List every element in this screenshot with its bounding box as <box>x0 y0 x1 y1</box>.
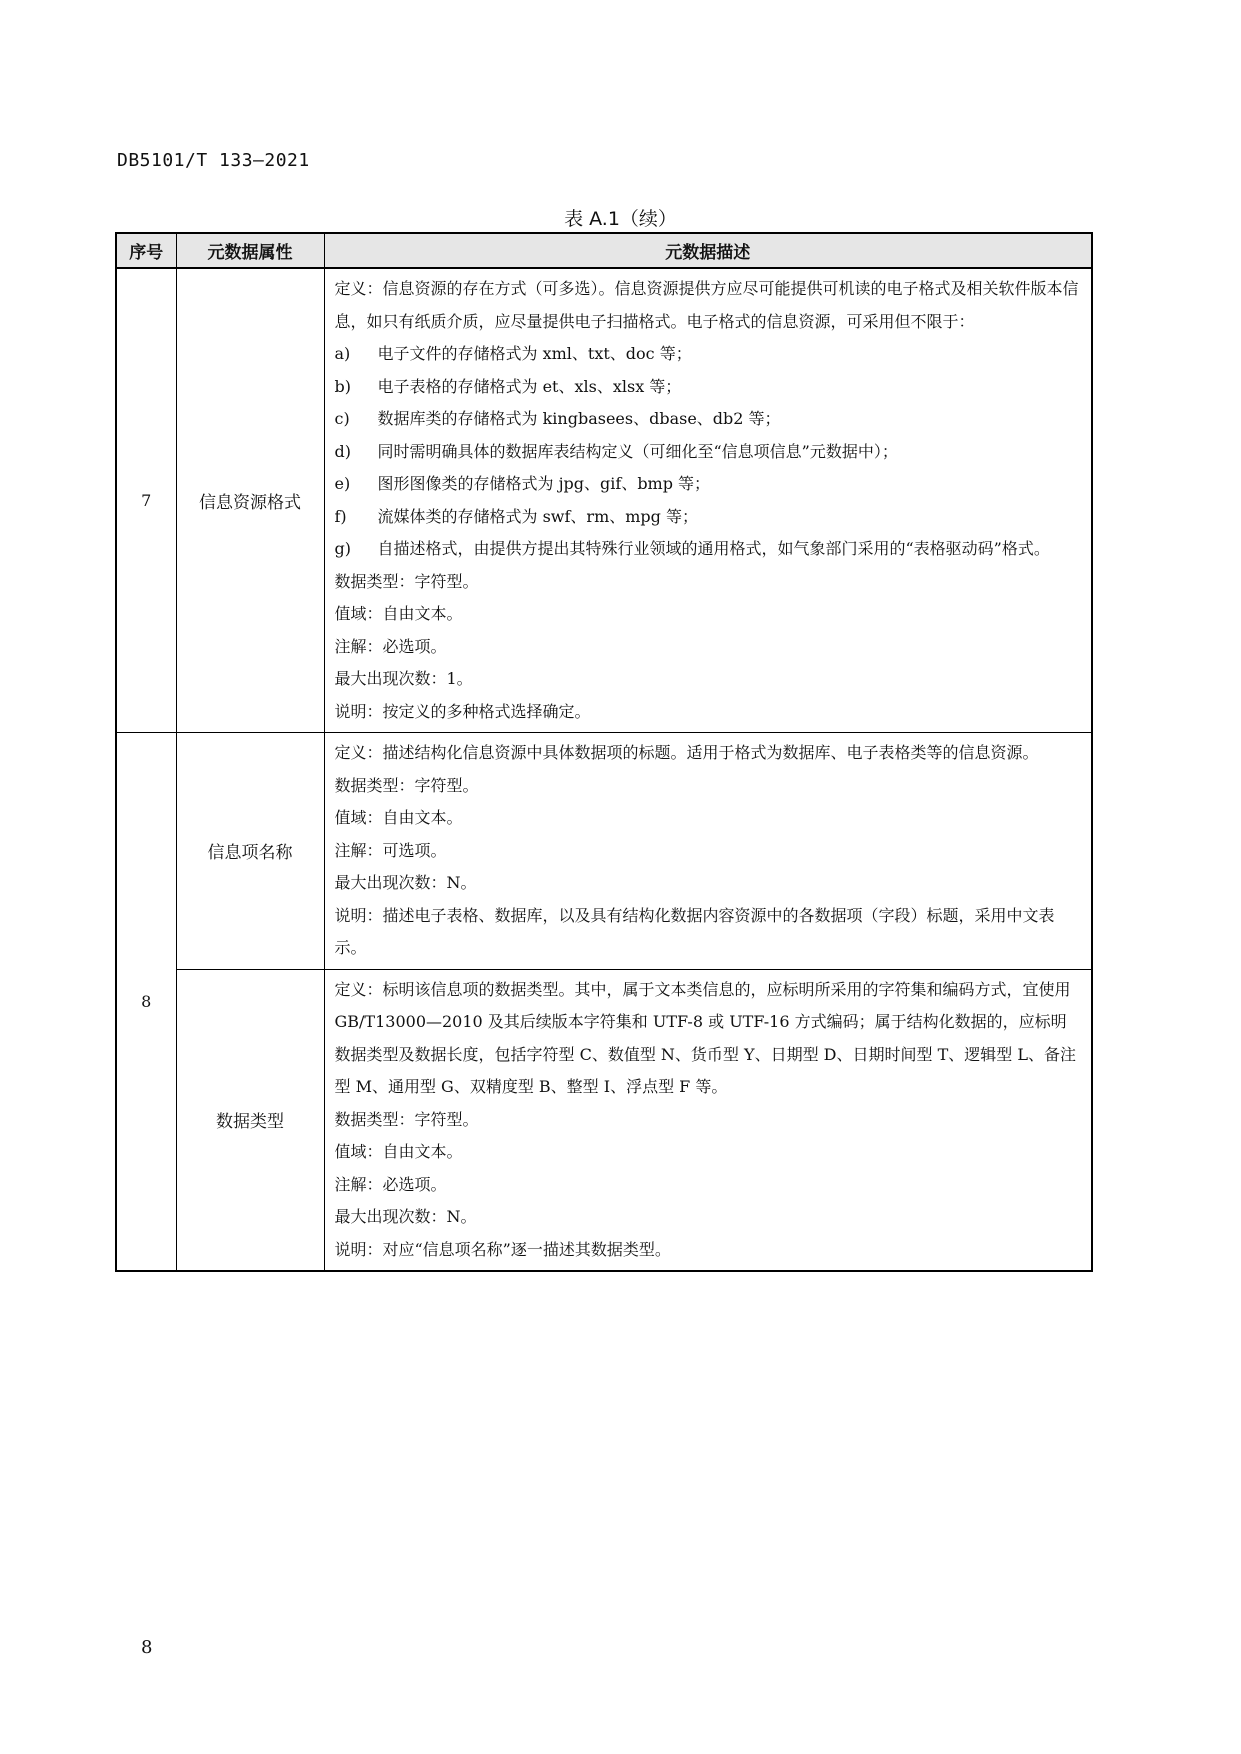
header-attr: 元数据属性 <box>176 233 324 268</box>
desc-line: 数据类型：字符型。 <box>334 775 479 795</box>
list-item <box>335 468 1081 501</box>
table-row <box>116 268 1092 733</box>
table-row <box>116 969 1092 1271</box>
desc-line: 最大出现次数：1。 <box>334 669 473 688</box>
list-item <box>335 533 1081 566</box>
desc-line: 定义：描述结构化信息资源中具体数据项的标题。适用于格式为数据库、电子表格类等的信息资源。 <box>334 743 1039 762</box>
desc-line: 值域：自由文本。 <box>334 604 463 623</box>
desc-line: 说明：按定义的多种格式选择确定。 <box>334 701 591 721</box>
list-text: 数据库类的存储格式为 kingbasees、dbase、db2 等； <box>377 409 781 428</box>
list-text: 流媒体类的存储格式为 swf、rm、mpg 等； <box>377 506 698 526</box>
page-number: 8 <box>141 1637 153 1658</box>
desc-line: 定义：标明该信息项的数据类型。其中，属于文本类信息的，应标明所采用的字符集和编码方式，宜使用 GB/T13000—2010 及其后续版本字符集和 UTF-8 或 UTF-16 方式编码；属于结构化数据的，应标明数据类型及数据长度，包括字符型 C、数值型 N、货币型 Y、日期型 D、日期时间型 T、逻辑型 L、备注型 M、通用型 G、双精度型 B、整型 I、浮点型 F 等。 <box>334 979 1076 1096</box>
row-attr: 信息项名称 <box>176 733 324 970</box>
list-item <box>335 371 1081 404</box>
metadata-table <box>115 232 1093 1272</box>
table-row <box>116 733 1092 970</box>
desc-line: 最大出现次数：N。 <box>334 1207 477 1226</box>
list-text: 自描述格式，由提供方提出其特殊行业领域的通用格式，如气象部门采用的“表格驱动码”格式。 <box>377 539 1050 558</box>
row-num: 8 <box>116 733 176 1272</box>
row-desc <box>324 268 1092 733</box>
list-marker: d) <box>334 441 351 461</box>
desc-line: 值域：自由文本。 <box>334 1142 463 1161</box>
desc-line: 注解：可选项。 <box>334 840 447 860</box>
row-attr: 信息资源格式 <box>176 268 324 733</box>
list-marker: b) <box>334 376 351 396</box>
row-desc <box>324 733 1092 970</box>
list-text: 电子表格的存储格式为 et、xls、xlsx 等； <box>377 376 682 396</box>
desc-line: 注解：必选项。 <box>334 636 447 656</box>
row-num: 7 <box>116 268 176 733</box>
list-marker: c) <box>334 409 350 428</box>
list-marker: e) <box>334 474 351 493</box>
table-title: 表 A.1（续） <box>564 208 677 230</box>
list-item <box>335 338 1081 371</box>
list-item <box>335 403 1081 436</box>
list-marker: a) <box>334 344 351 363</box>
row-desc <box>324 969 1092 1271</box>
list-text: 图形图像类的存储格式为 jpg、gif、bmp 等； <box>377 474 711 493</box>
desc-line: 最大出现次数：N。 <box>334 873 477 892</box>
header-num: 序号 <box>116 233 176 268</box>
table-header-row <box>116 233 1092 268</box>
desc-line: 值域：自由文本。 <box>334 808 463 827</box>
list-text: 电子文件的存储格式为 xml、txt、doc 等； <box>377 344 692 363</box>
list-marker: g) <box>334 539 351 558</box>
list-text: 同时需明确具体的数据库表结构定义（可细化至“信息项信息”元数据中）； <box>377 441 898 461</box>
desc-line: 定义：信息资源的存在方式（可多选）。信息资源提供方应尽可能提供可机读的电子格式及相关软件版本信息，如只有纸质介质，应尽量提供电子扫描格式。电子格式的信息资源，可采用但不限于： <box>334 279 1079 331</box>
header-desc: 元数据描述 <box>324 233 1092 268</box>
desc-line: 说明：描述电子表格、数据库，以及具有结构化数据内容资源中的各数据项（字段）标题，采用中文表示。 <box>334 905 1055 957</box>
row-attr: 数据类型 <box>176 969 324 1271</box>
desc-line: 数据类型：字符型。 <box>334 1109 479 1129</box>
list-item <box>335 436 1081 469</box>
desc-line: 说明：对应“信息项名称”逐一描述其数据类型。 <box>334 1239 671 1259</box>
list-marker: f) <box>334 506 347 526</box>
document-code: DB5101/T 133—2021 <box>117 150 310 171</box>
list-item <box>335 501 1081 534</box>
desc-line: 数据类型：字符型。 <box>334 571 479 591</box>
desc-line: 注解：必选项。 <box>334 1174 447 1194</box>
